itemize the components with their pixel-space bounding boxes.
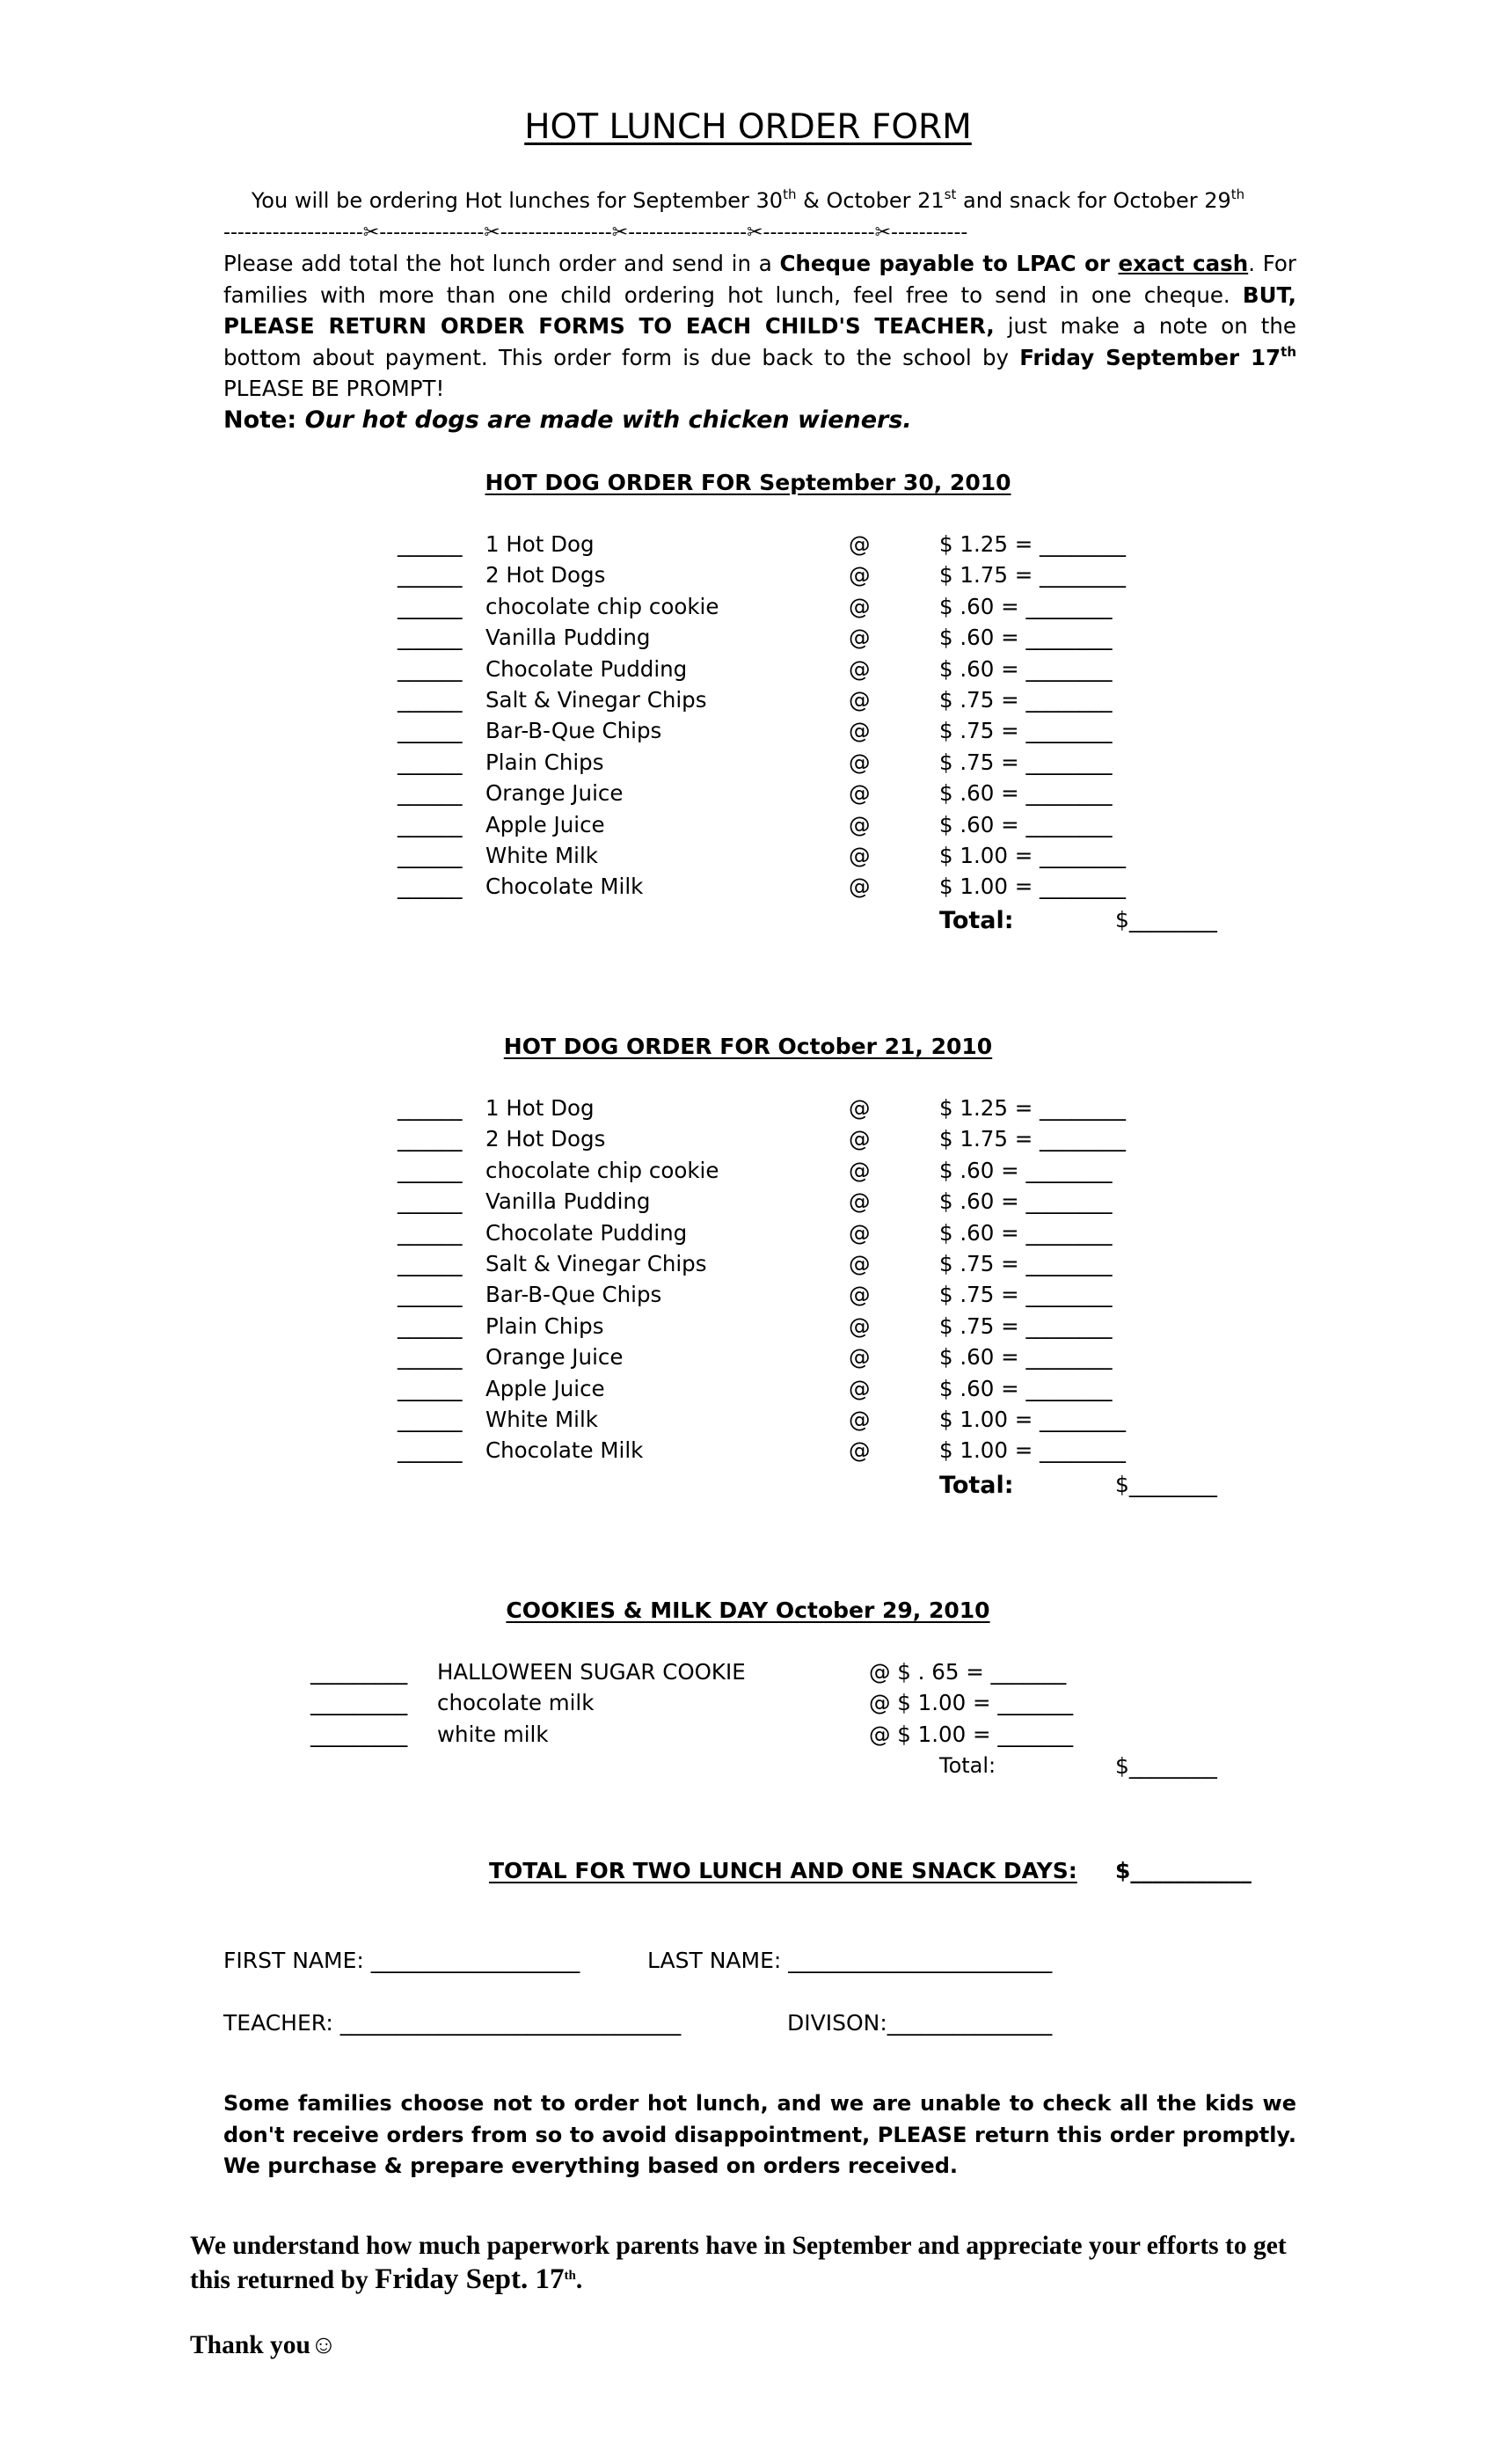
quantity-blank[interactable]: ______ bbox=[398, 874, 463, 900]
quantity-blank[interactable]: ______ bbox=[398, 749, 463, 775]
item-name: 1 Hot Dog bbox=[485, 1095, 595, 1121]
at-symbol: @ bbox=[849, 593, 871, 619]
item-name: Chocolate Milk bbox=[485, 874, 644, 900]
item-price[interactable]: $ .60 = ________ bbox=[939, 1375, 1113, 1401]
at-symbol: @ bbox=[849, 1251, 871, 1276]
list-item bbox=[398, 531, 1127, 562]
quantity-blank[interactable]: ______ bbox=[398, 1219, 463, 1246]
item-name: Apple Juice bbox=[485, 1375, 605, 1401]
item-name: white milk bbox=[437, 1721, 549, 1747]
quantity-blank[interactable]: _________ bbox=[310, 1721, 408, 1747]
quantity-blank[interactable]: ______ bbox=[398, 1126, 463, 1152]
quantity-blank[interactable]: ______ bbox=[398, 1251, 463, 1276]
at-symbol: @ bbox=[849, 1126, 871, 1152]
quantity-blank[interactable]: ______ bbox=[398, 562, 463, 589]
item-price[interactable]: $ .60 = ________ bbox=[939, 655, 1113, 682]
list-item bbox=[398, 1251, 1113, 1282]
item-name: White Milk bbox=[485, 1407, 598, 1432]
at-symbol: @ bbox=[849, 1188, 871, 1215]
at-symbol: @ bbox=[849, 1095, 871, 1121]
at-symbol: @ bbox=[849, 1407, 871, 1432]
at-symbol: @ bbox=[849, 1312, 871, 1339]
at-symbol: @ bbox=[849, 780, 871, 807]
at-symbol: @ bbox=[849, 625, 871, 651]
item-name: Plain Chips bbox=[485, 749, 604, 775]
at-symbol: @ bbox=[849, 687, 871, 713]
total-value-field[interactable]: $________ bbox=[1115, 907, 1217, 932]
quantity-blank[interactable]: ______ bbox=[398, 1095, 463, 1121]
quantity-blank[interactable]: ______ bbox=[398, 531, 463, 557]
list-item bbox=[398, 874, 1127, 904]
quantity-blank[interactable]: _________ bbox=[310, 1690, 408, 1716]
quantity-blank[interactable]: ______ bbox=[398, 1312, 463, 1339]
section-heading-oct21: HOT DOG ORDER FOR October 21, 2010 bbox=[503, 1034, 993, 1059]
item-price[interactable]: $ .60 = ________ bbox=[939, 1188, 1113, 1215]
intro-line: You will be ordering Hot lunches for September 30th & October 21st and snack for October 29th bbox=[251, 186, 1245, 213]
disclaimer-paragraph: Some families choose not to order hot lunch, and we are unable to check all the kids we don't receive orders from so to avoid disappointment, PLEASE return this order promptly. We purchase & prepare everything based on orders received. bbox=[223, 2091, 1296, 2178]
list-item bbox=[398, 1126, 1127, 1157]
item-price[interactable]: $ .75 = ________ bbox=[939, 1312, 1113, 1339]
quantity-blank[interactable]: ______ bbox=[398, 811, 463, 837]
cookies-total-field[interactable]: $________ bbox=[1115, 1753, 1217, 1779]
closing-paragraph: We understand how much paperwork parents have in September and appreciate your efforts to get this returned by Friday Sept. 17th. bbox=[190, 2232, 1287, 2295]
at-symbol: @ bbox=[849, 1157, 871, 1183]
total-label: Total: bbox=[939, 1472, 1014, 1499]
item-name: chocolate chip cookie bbox=[485, 593, 719, 619]
item-name: Chocolate Pudding bbox=[485, 1219, 688, 1246]
item-price[interactable]: $ .60 = ________ bbox=[939, 1344, 1113, 1371]
at-symbol: @ bbox=[849, 1344, 871, 1371]
item-price[interactable]: $ 1.25 = ________ bbox=[939, 531, 1127, 557]
grand-total-label: TOTAL FOR TWO LUNCH AND ONE SNACK DAYS: bbox=[489, 1858, 1077, 1883]
cut-line: --------------------✂---------------✂----------------✂-----------------✂----------------✂----------- bbox=[223, 222, 968, 244]
cookies-total-label: Total: bbox=[939, 1753, 996, 1778]
list-item bbox=[398, 843, 1127, 874]
total-value-field[interactable]: $________ bbox=[1115, 1472, 1217, 1497]
instructions-paragraph: Please add total the hot lunch order and send in a Cheque payable to LPAC or exact cash. For families with more than one child ordering hot lunch, feel free to send in one cheque. BUT, PLEASE RETURN ORDER FORMS TO EACH CHILD'S TEACHER, just make a note on the bottom about payment. This order form is due back to the school by Friday September 17th PLEASE BE PROMPT! bbox=[223, 251, 1297, 401]
list-item bbox=[310, 1690, 1102, 1721]
item-name: Chocolate Milk bbox=[485, 1437, 644, 1464]
item-price[interactable]: $ .75 = ________ bbox=[939, 687, 1113, 713]
item-name: Bar-B-Que Chips bbox=[485, 718, 662, 744]
list-item bbox=[398, 718, 1113, 749]
note: Note: Our hot dogs are made with chicken wieners. bbox=[223, 406, 912, 434]
quantity-blank[interactable]: ______ bbox=[398, 780, 463, 807]
item-name: Plain Chips bbox=[485, 1312, 604, 1339]
quantity-blank[interactable]: ______ bbox=[398, 1344, 463, 1371]
quantity-blank[interactable]: ______ bbox=[398, 625, 463, 651]
list-item bbox=[398, 1188, 1113, 1219]
list-item bbox=[398, 1344, 1113, 1375]
item-price[interactable]: $ 1.00 = ________ bbox=[939, 1437, 1127, 1464]
list-item bbox=[398, 1282, 1113, 1312]
list-item bbox=[398, 1095, 1127, 1126]
item-price[interactable]: $ .75 = ________ bbox=[939, 1282, 1113, 1308]
item-price[interactable]: $ .60 = ________ bbox=[939, 780, 1113, 807]
at-symbol: @ bbox=[849, 531, 871, 557]
list-item bbox=[398, 1219, 1113, 1251]
quantity-blank[interactable]: ______ bbox=[398, 1375, 463, 1401]
grand-total-field[interactable]: $___________ bbox=[1115, 1858, 1252, 1883]
item-name: Vanilla Pudding bbox=[485, 625, 651, 651]
item-price[interactable]: $ .75 = ________ bbox=[939, 718, 1113, 744]
at-symbol: @ bbox=[849, 749, 871, 775]
list-item bbox=[398, 811, 1113, 843]
thank-you: Thank you☺ bbox=[190, 2331, 338, 2359]
section-heading-cookies: COOKIES & MILK DAY October 29, 2010 bbox=[506, 1598, 990, 1623]
item-price[interactable]: $ .60 = ________ bbox=[939, 1219, 1113, 1246]
division-field[interactable]: DIVISON:_______________ bbox=[787, 2010, 1053, 2036]
item-name: chocolate milk bbox=[437, 1690, 595, 1716]
item-name: Orange Juice bbox=[485, 1344, 624, 1371]
item-name: White Milk bbox=[485, 843, 598, 868]
list-item bbox=[310, 1722, 1102, 1752]
quantity-blank[interactable]: ______ bbox=[398, 655, 463, 682]
item-price[interactable]: $ 1.75 = ________ bbox=[939, 562, 1127, 589]
item-name: 2 Hot Dogs bbox=[485, 1126, 606, 1152]
at-symbol: @ bbox=[849, 1437, 871, 1464]
item-price[interactable]: $ 1.00 = ________ bbox=[939, 1407, 1127, 1432]
quantity-blank[interactable]: ______ bbox=[398, 718, 463, 744]
at-symbol: @ bbox=[849, 811, 871, 837]
quantity-blank[interactable]: ______ bbox=[398, 1188, 463, 1215]
item-name: Bar-B-Que Chips bbox=[485, 1282, 662, 1308]
list-item bbox=[310, 1659, 1102, 1690]
item-price[interactable]: $ 1.00 = ________ bbox=[939, 874, 1127, 900]
item-name: 1 Hot Dog bbox=[485, 531, 595, 557]
item-name: HALLOWEEN SUGAR COOKIE bbox=[437, 1659, 746, 1685]
list-item bbox=[398, 687, 1113, 718]
at-symbol: @ bbox=[849, 874, 871, 900]
section-heading-sept30: HOT DOG ORDER FOR September 30, 2010 bbox=[485, 470, 1011, 495]
item-name: Chocolate Pudding bbox=[485, 655, 688, 682]
last-name-field[interactable]: LAST NAME: ________________________ bbox=[647, 1948, 1053, 1973]
item-price[interactable]: $ .75 = ________ bbox=[939, 749, 1113, 775]
item-price[interactable]: $ .60 = ________ bbox=[939, 625, 1113, 651]
list-item bbox=[398, 655, 1113, 687]
at-symbol: @ bbox=[849, 655, 871, 682]
item-price[interactable]: $ .60 = ________ bbox=[939, 811, 1113, 837]
item-name: Vanilla Pudding bbox=[485, 1188, 651, 1215]
total-label: Total: bbox=[939, 907, 1014, 934]
quantity-blank[interactable]: ______ bbox=[398, 593, 463, 619]
list-item bbox=[398, 625, 1113, 655]
item-price[interactable]: $ 1.75 = ________ bbox=[939, 1126, 1127, 1152]
quantity-blank[interactable]: ______ bbox=[398, 687, 463, 713]
page-title: HOT LUNCH ORDER FORM bbox=[524, 107, 972, 147]
item-price[interactable]: @ $ 1.00 = _______ bbox=[869, 1690, 1074, 1716]
item-price[interactable]: @ $ . 65 = _______ bbox=[869, 1659, 1067, 1685]
at-symbol: @ bbox=[849, 1219, 871, 1246]
at-symbol: @ bbox=[849, 562, 871, 589]
list-item bbox=[398, 1312, 1113, 1344]
quantity-blank[interactable]: _________ bbox=[310, 1659, 408, 1685]
list-item bbox=[398, 593, 1113, 625]
item-price[interactable]: $ .60 = ________ bbox=[939, 1157, 1113, 1183]
item-price[interactable]: $ 1.00 = ________ bbox=[939, 843, 1127, 868]
list-item bbox=[398, 562, 1127, 593]
at-symbol: @ bbox=[849, 1282, 871, 1308]
teacher-field[interactable]: TEACHER: _______________________________ bbox=[223, 2010, 682, 2036]
list-item bbox=[398, 1437, 1127, 1468]
at-symbol: @ bbox=[849, 843, 871, 868]
quantity-blank[interactable]: ______ bbox=[398, 1407, 463, 1432]
item-price[interactable]: $ .75 = ________ bbox=[939, 1251, 1113, 1276]
item-price[interactable]: $ .60 = ________ bbox=[939, 593, 1113, 619]
quantity-blank[interactable]: ______ bbox=[398, 1282, 463, 1308]
item-name: Orange Juice bbox=[485, 780, 624, 807]
item-name: chocolate chip cookie bbox=[485, 1157, 719, 1183]
list-item bbox=[398, 1375, 1113, 1407]
item-name: Salt & Vinegar Chips bbox=[485, 687, 707, 713]
quantity-blank[interactable]: ______ bbox=[398, 1157, 463, 1183]
item-price[interactable]: $ 1.25 = ________ bbox=[939, 1095, 1127, 1121]
list-item bbox=[398, 1407, 1127, 1437]
item-name: Apple Juice bbox=[485, 811, 605, 837]
item-price[interactable]: @ $ 1.00 = _______ bbox=[869, 1721, 1074, 1747]
quantity-blank[interactable]: ______ bbox=[398, 843, 463, 868]
quantity-blank[interactable]: ______ bbox=[398, 1437, 463, 1464]
item-name: Salt & Vinegar Chips bbox=[485, 1251, 707, 1276]
at-symbol: @ bbox=[849, 718, 871, 744]
list-item bbox=[398, 749, 1113, 780]
list-item bbox=[398, 780, 1113, 811]
item-name: 2 Hot Dogs bbox=[485, 562, 606, 589]
at-symbol: @ bbox=[849, 1375, 871, 1401]
first-name-field[interactable]: FIRST NAME: ___________________ bbox=[223, 1948, 580, 1973]
list-item bbox=[398, 1157, 1113, 1188]
